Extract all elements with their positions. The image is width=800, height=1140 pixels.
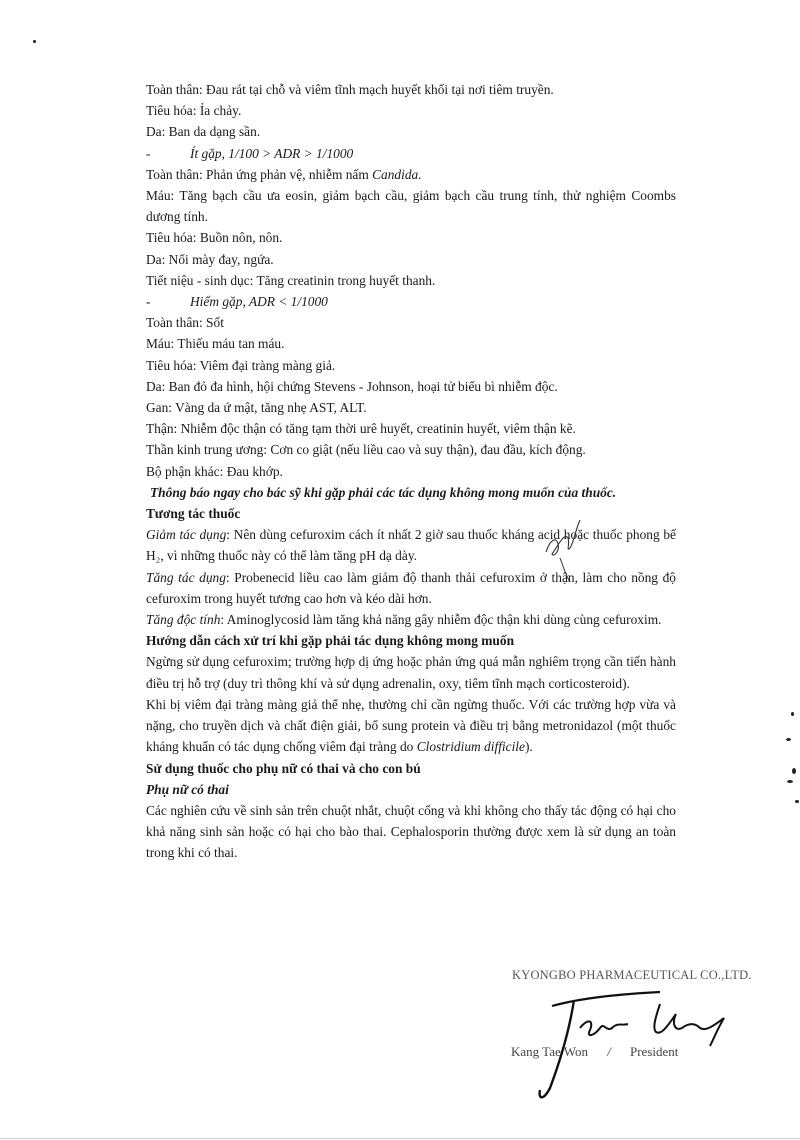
text-line: Da: Nổi mày đay, ngứa. [146,251,274,267]
section-heading-interactions: Tương tác thuốc [146,506,241,522]
scan-speck [792,768,796,774]
scan-speck [786,738,791,741]
text-line: Toàn thân: Phản ứng phản vệ, nhiễm nấm Candida. [146,166,422,182]
document-body [146,79,676,864]
frequency-heading-uncommon: - Ít gặp, 1/100 > ADR > 1/1000 [146,145,354,161]
company-stamp-name: KYONGBO PHARMACEUTICAL CO.,LTD. [512,968,752,982]
text-line: Da: Ban da dạng sần. [146,124,261,140]
text-line: Thần kinh trung ương: Cơn co giật (nếu liều cao và suy thận), đau đầu, kích động. [146,442,586,458]
signatory-line [511,1044,678,1060]
text-line: Thận: Nhiễm độc thận có tăng tạm thời urê huyết, creatinin huyết, viêm thận kẽ. [146,421,576,437]
handwritten-initial-mark [536,518,596,588]
signature-block [510,968,752,1098]
signatory-title: President [630,1044,679,1059]
text-line: Gan: Vàng da ứ mật, tăng nhẹ AST, ALT. [146,400,367,416]
adr-paragraph: Khi bị viêm đại tràng màng giả thể nhẹ, thường chỉ cần ngừng thuốc. Với các trường hợp vừa và nặng, cho truyền dịch và chất điện giải, bổ sung protein và điều trị bằng metronidazol (một thuốc kháng khuẩn có tác dụng chống viêm đại tràng do Clostridium difficile). [146,696,676,755]
section-heading-pregnancy: Sử dụng thuốc cho phụ nữ có thai và cho con bú [146,760,421,776]
subheading-pregnant-women: Phụ nữ có thai [146,781,229,797]
text-line: Toàn thân: Đau rát tại chỗ và viêm tĩnh mạch huyết khối tại nơi tiêm truyền. [146,82,554,97]
text-line: Tiết niệu - sinh dục: Tăng creatinin trong huyết thanh. [146,272,436,288]
text-line: Tiêu hóa: Viêm đại tràng màng giả. [146,357,336,373]
text-line: Bộ phận khác: Đau khớp. [146,463,283,479]
frequency-heading-rare: - Hiếm gặp, ADR < 1/1000 [146,294,328,310]
scan-speck [791,712,794,716]
adr-paragraph: Ngừng sử dụng cefuroxim; trường hợp dị ứng hoặc phản ứng quá mẫn nghiêm trọng cần tiến hành điều trị hỗ trợ (duy trì thông khí và sử dụng adrenalin, oxy, tiêm tĩnh mạch corticosteroid). [146,654,676,691]
pregnancy-paragraph: Các nghiên cứu về sinh sản trên chuột nhắt, chuột cống và khỉ không cho thấy tác động có hại cho khả năng sinh sản hoặc có hại cho bào thai. Cephalosporin thường được xem là sử dụng an toàn trong khi có thai. [146,802,676,861]
text-line: Toàn thân: Sốt [146,315,224,331]
warning-notice: Thông báo ngay cho bác sỹ khi gặp phải các tác dụng không mong muốn của thuốc. [150,484,617,500]
text-line: Da: Ban đỏ đa hình, hội chứng Stevens - Johnson, hoại tử biểu bì nhiễm độc. [146,378,558,394]
interaction-paragraph: Tăng tác dụng: Probenecid liều cao làm giảm độ thanh thải cefuroxim ở thận, làm cho nồng độ cefuroxim trong huyết tương cao hơn và kéo dài hơn. [146,569,676,606]
interaction-paragraph: Giảm tác dụng: Nên dùng cefuroxim cách ít nhất 2 giờ sau thuốc kháng acid hoặc thuốc phong bế H₂, vì những thuốc này có thể làm tăng pH dạ dày. [146,527,676,564]
signatory-name: Kang Tae Won [511,1044,588,1059]
text-line: Tiêu hóa: Buồn nôn, nôn. [146,230,283,246]
interaction-paragraph: Tăng độc tính: Aminoglycosid làm tăng khả năng gây nhiễm độc thận khi dùng cùng cefuroxim. [146,612,662,628]
scan-speck [795,800,799,803]
handwritten-signature [510,976,740,1106]
signatory-separator: / [607,1044,611,1059]
section-heading-adr-handling: Hướng dẫn cách xử trí khi gặp phải tác dụng không mong muốn [146,633,515,649]
text-paragraph: Máu: Tăng bạch cầu ưa eosin, giảm bạch cầu, giảm bạch cầu trung tính, thử nghiệm Coombs dương tính. [146,188,676,225]
page-edge-line [0,1138,800,1139]
scan-speck [33,40,36,43]
text-line: Máu: Thiếu máu tan máu. [146,336,285,352]
text-line: Tiêu hóa: Ỉa chảy. [146,103,242,119]
scan-speck [787,780,793,783]
